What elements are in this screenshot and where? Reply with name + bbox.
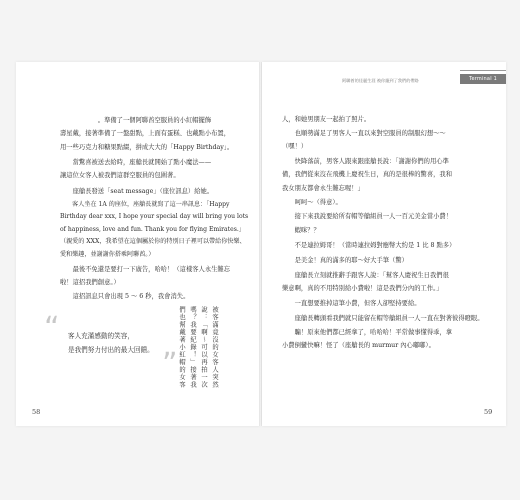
left-paragraph-1: 。準備了一個阿聯酋空服員的小紅帽擺飾 壽星戴，接著準備了一盤甜點，上面有蛋糕、也戴點小布置， 用一些巧克力和糖果點綴，拼成大大的「Happy Birthday」。 [60, 117, 234, 151]
header-rule [460, 70, 506, 71]
right-paragraph-10: 一直想要推掉這筆小費，但客人卻堅持要給。 [282, 300, 421, 307]
pull-quote [44, 311, 178, 382]
right-paragraph-11: 座艙長轉頭看我們就只能留在帽等艙組員一人一直在對著彼得瞪眼。 [282, 315, 484, 322]
right-paragraph-12: 騙！原來他們都已經拿了，哈哈哈！平常做事懂得乖，拿 小費倒蠻快嘛！怪了（座艙長的 murmur 內心嘟嘟）。 [282, 329, 453, 350]
right-paragraph-5: 接下來我說要給所有帽等艙組員一人一百元美金當小費！ [282, 213, 453, 220]
right-paragraph-2: 也順勢滿足了男客人一直以來對空服員的制服幻想～～ （嘿！） [282, 130, 446, 151]
left-paragraph-4: 客人坐在 1A 的座位，座艙長就寫了這一串訊息：「Happy Birthday dear xxx, I hope your special day will bring you lots of happiness, love and fun. Thank you for flying Emirates.」 （親愛的 XXX，我希望在這個屬於你的特別日子裡可以帶給你快樂、 愛和樂趣，並謝謝你搭乘阿聯酋。） [60, 201, 249, 258]
left-paragraph-3: 座艙長發送「seat message」（座位訊息）給她。 [60, 188, 214, 195]
left-vertical-text: 被客滿竟沒的女客人突然說：「啊～可以再拍一次嗎？我要紀錄！」接著我們也幫戴著小紅帽的女客 [178, 306, 218, 389]
right-paragraph-3: 快降落前，男客人跟來跟座艙長說：「謝謝你們的用心準 備，我們從來沒在飛機上慶祝生日，真的是很棒的驚喜，我和 我女朋友都會永生難忘喔！」 [282, 158, 453, 192]
right-paragraph-9: 座艙長立刻就推辭手跟客人說：「幫客人慶祝生日我們很 樂意啊，真的不用特別給小費啦！這是我們分內的工作。」 [282, 272, 449, 293]
chapter-tab: Terminal 1 [460, 74, 506, 84]
right-page-number: 59 [484, 408, 493, 416]
left-paragraph-5: 最後不免還是要打一下廣告，哈哈！（這樣客人永生難忘 啦！這招我們創意。） [60, 266, 231, 287]
right-paragraph-1: 人，和她男朋友一起拍了照片。 [282, 116, 371, 123]
right-paragraph-8: 是美金！真的滿多的耶～好大手筆（驚） [282, 257, 408, 264]
right-paragraph-6: 蝦咪？？ [282, 227, 320, 234]
open-quote-icon: “ [44, 311, 60, 346]
left-page-number: 58 [32, 408, 41, 416]
running-header-subtitle: 阿聯酋的佳麗生涯 被你寵到了我們的帶路 [342, 78, 419, 83]
right-paragraph-4: 呵呵～（得意）。 [282, 199, 342, 206]
left-paragraph-2: 當驚喜被送去給時，座艙長就開始了點小魔法—— 讓這位女客人被我們這群空服員的包圍著。 [60, 159, 212, 180]
close-quote-icon: ” [162, 347, 178, 382]
left-paragraph-6: 這招訊息只會出現 5 ～ 6 秒，我會消失。 [60, 293, 190, 300]
pull-quote-text: 客人充滿感動的笑容， 是我們努力付出的最大回饋。 [68, 332, 154, 354]
right-paragraph-7: 不是連拉姆哥！（當時連拉姆對應幣大約是 1 比 8 點多） [282, 242, 456, 249]
